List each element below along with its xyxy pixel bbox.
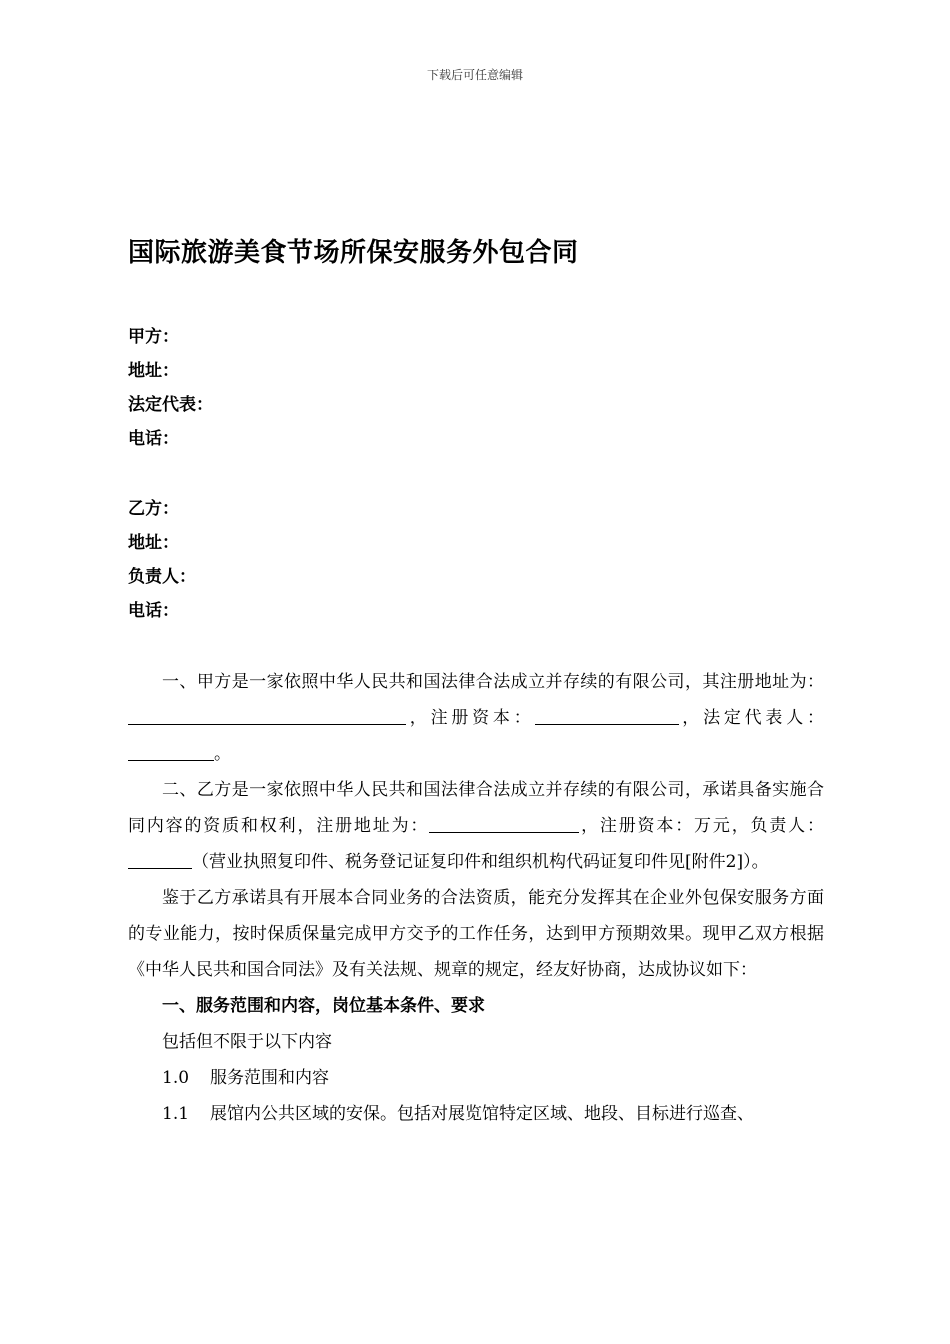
party-a-phone: 电话： bbox=[128, 429, 179, 449]
blank-b-person bbox=[128, 850, 192, 869]
party-b-block bbox=[128, 492, 196, 628]
section-1-intro: 包括但不限于以下内容 bbox=[162, 1032, 332, 1052]
party-a-label: 甲方： bbox=[128, 327, 179, 347]
item-1-0 bbox=[128, 1060, 824, 1096]
item-1-1 bbox=[128, 1096, 824, 1132]
blank-b-address bbox=[429, 814, 579, 833]
party-a-block bbox=[128, 320, 213, 456]
clause-2-part2: ，注册资本：万元，负责人： bbox=[579, 816, 825, 836]
contract-title: 国际旅游美食节场所保安服务外包合同 bbox=[128, 238, 579, 268]
clause-2-part3: （营业执照复印件、税务登记证复印件和组织机构代码证复印件见[附件2]）。 bbox=[192, 852, 769, 872]
section-1-heading: 一、服务范围和内容，岗位基本条件、要求 bbox=[162, 996, 485, 1016]
clause-1 bbox=[128, 664, 824, 772]
item-1-0-number: 1.0 bbox=[162, 1068, 190, 1088]
clause-1-part3: ，法定代表人： bbox=[678, 708, 824, 728]
clause-2 bbox=[128, 772, 824, 880]
blank-a-address bbox=[128, 706, 406, 725]
party-b-label: 乙方： bbox=[128, 499, 179, 519]
header-note: 下载后可任意编辑 bbox=[426, 68, 523, 82]
contract-body bbox=[128, 664, 824, 1132]
preamble: 鉴于乙方承诺具有开展本合同业务的合法资质，能充分发挥其在企业外包保安服务方面的专业能力，按时保质保量完成甲方交予的工作任务，达到甲方预期效果。现甲乙双方根据《中华人民共和国合同法》及有关法规、规章的规定，经友好协商，达成协议如下： bbox=[128, 888, 824, 980]
party-a-legal-rep: 法定代表： bbox=[128, 395, 213, 415]
item-1-0-text: 服务范围和内容 bbox=[210, 1068, 329, 1088]
item-1-1-number: 1.1 bbox=[162, 1104, 190, 1124]
party-b-person-in-charge: 负责人： bbox=[128, 567, 196, 587]
item-1-1-text: 展馆内公共区域的安保。包括对展览馆特定区域、地段、目标进行巡查、 bbox=[210, 1104, 754, 1124]
blank-a-capital bbox=[535, 706, 679, 725]
blank-a-legal-rep bbox=[128, 742, 214, 761]
clause-1-part2: ，注册资本： bbox=[406, 708, 535, 728]
party-b-phone: 电话： bbox=[128, 601, 179, 621]
party-a-address: 地址： bbox=[128, 361, 179, 381]
party-b-address: 地址： bbox=[128, 533, 179, 553]
clause-1-part1: 一、甲方是一家依照中华人民共和国法律合法成立并存续的有限公司，其注册地址为： bbox=[162, 672, 824, 692]
clause-2-part1: 二、乙方是一家依照中华人民共和国法律合法成立并存续的有限公司，承诺具备实施合同内容的资质和权利，注册地址为： bbox=[128, 780, 824, 836]
clause-1-part4: 。 bbox=[214, 744, 231, 764]
